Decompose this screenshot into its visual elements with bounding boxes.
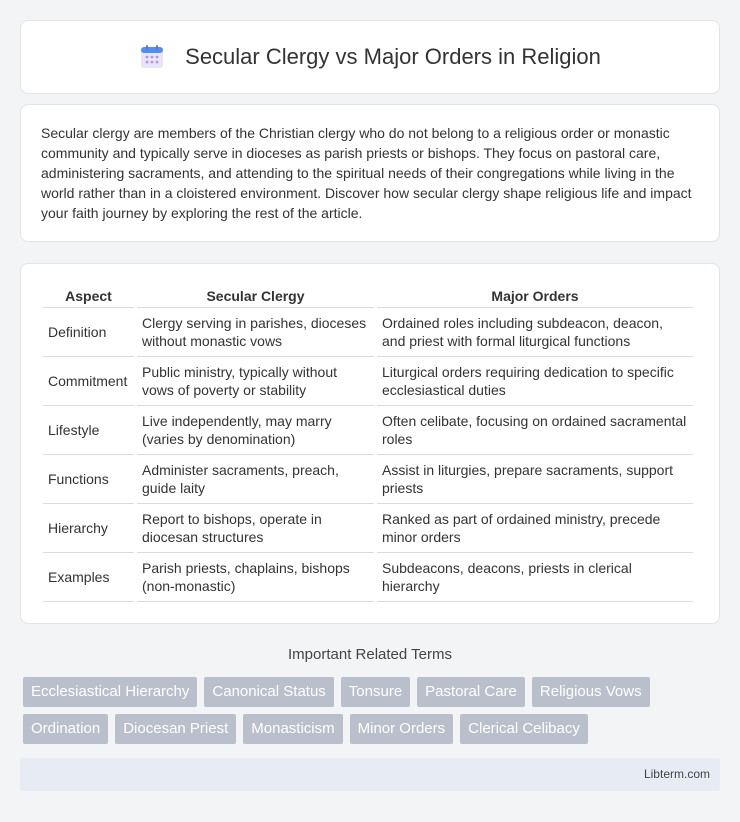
intro-card (20, 104, 720, 242)
table-cell-major: Ranked as part of ordained ministry, precede minor orders (377, 504, 693, 553)
table-row (43, 406, 693, 455)
related-term-tag[interactable]: Diocesan Priest (115, 714, 236, 744)
table-cell-aspect: Examples (43, 553, 134, 602)
column-header-major-orders: Major Orders (377, 286, 693, 308)
table-cell-major: Assist in liturgies, prepare sacraments, support priests (377, 455, 693, 504)
table-cell-secular: Administer sacraments, preach, guide laity (137, 455, 374, 504)
comparison-table-card (20, 263, 720, 624)
related-term-tag[interactable]: Monasticism (243, 714, 342, 744)
related-term-tag[interactable]: Ordination (23, 714, 108, 744)
table-cell-aspect: Lifestyle (43, 406, 134, 455)
table-cell-aspect: Functions (43, 455, 134, 504)
related-term-tag[interactable]: Pastoral Care (417, 677, 525, 707)
table-row (43, 504, 693, 553)
table-cell-aspect: Commitment (43, 357, 134, 406)
footer (20, 758, 720, 791)
table-cell-major: Liturgical orders requiring dedication to specific ecclesiastical duties (377, 357, 693, 406)
footer-site-link[interactable]: Libterm.com (643, 767, 710, 781)
related-term-tag[interactable]: Clerical Celibacy (460, 714, 588, 744)
related-terms-list (23, 677, 723, 744)
column-header-aspect: Aspect (43, 286, 134, 308)
table-header-row (43, 286, 693, 308)
calendar-icon (139, 44, 165, 70)
related-term-tag[interactable]: Ecclesiastical Hierarchy (23, 677, 197, 707)
table-cell-secular: Live independently, may marry (varies by denomination) (137, 406, 374, 455)
title-card (20, 20, 720, 94)
table-row (43, 455, 693, 504)
table-row (43, 553, 693, 602)
table-cell-secular: Parish priests, chaplains, bishops (non-monastic) (137, 553, 374, 602)
intro-text: Secular clergy are members of the Christian clergy who do not belong to a religious order or monastic community and typically serve in dioceses as parish priests or bishops. They focus on pastoral care, administering sacraments, and attending to the spiritual needs of their congregations while living in the world rather than in a cloistered environment. Discover how secular clergy shape religious life and impact your faith journey by exploring the rest of the article. (41, 125, 692, 221)
table-cell-major: Often celibate, focusing on ordained sacramental roles (377, 406, 693, 455)
related-term-tag[interactable]: Religious Vows (532, 677, 650, 707)
table-cell-secular: Report to bishops, operate in diocesan structures (137, 504, 374, 553)
table-row (43, 308, 693, 357)
table-cell-major: Ordained roles including subdeacon, deacon, and priest with formal liturgical functions (377, 308, 693, 357)
related-terms-title: Important Related Terms (288, 646, 452, 663)
related-term-tag[interactable]: Minor Orders (350, 714, 454, 744)
table-cell-secular: Clergy serving in parishes, dioceses without monastic vows (137, 308, 374, 357)
related-term-tag[interactable]: Tonsure (341, 677, 410, 707)
page-title: Secular Clergy vs Major Orders in Religion (185, 44, 601, 69)
table-cell-aspect: Definition (43, 308, 134, 357)
related-term-tag[interactable]: Canonical Status (204, 677, 333, 707)
table-cell-major: Subdeacons, deacons, priests in clerical hierarchy (377, 553, 693, 602)
table-cell-secular: Public ministry, typically without vows of poverty or stability (137, 357, 374, 406)
comparison-table (40, 286, 696, 602)
table-row (43, 357, 693, 406)
column-header-secular-clergy: Secular Clergy (137, 286, 374, 308)
table-cell-aspect: Hierarchy (43, 504, 134, 553)
